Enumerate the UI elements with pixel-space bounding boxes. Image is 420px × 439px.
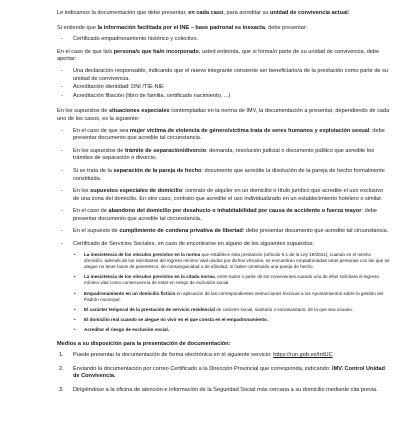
- item-text: Puede presentar la documentación de forma electrónica en el siguiente servicio:: [73, 352, 274, 359]
- no-incorporado-text: En el caso de que la/s: [57, 48, 114, 55]
- list-item: [69, 307, 390, 313]
- list-item-oficina: [57, 387, 390, 395]
- list-item: - Acreditación identidad: DNI /TIE-NIE: [57, 84, 390, 92]
- intro-paragraph: [57, 10, 390, 18]
- especiales-paragraph: [57, 108, 390, 123]
- item-text: En el caso de: [73, 208, 109, 215]
- item-bold: mujer víctima de violencia de género/víctima trata de seres humanos y explotación sexual: [129, 127, 370, 134]
- item-bold: supuestos especiales de domicilio: [90, 188, 183, 195]
- item-text: que establece esta prestación (artículo 6.1 de la Ley 19/2021), cuando en el mismo domicilio, además de los solicitantes del ingreso mínimo vital unidos por dichos vínculos, se encuentran empadronadas otras personas con las que se alegue no tener lazos de parentesco, de consanguinidad o de afinidad, ni haber constituido una pareja de hecho.: [84, 251, 390, 270]
- item-bold: El domicilio real cuando se alegue no vivir en el que consta en el empadronamiento.: [84, 317, 269, 323]
- item-bold: Empadronamiento en un domicilio ficticio: [84, 290, 176, 296]
- no-incorporado-list: [57, 68, 390, 100]
- list-item: [69, 317, 390, 323]
- list-item-pareja: [57, 168, 390, 183]
- list-item: [69, 252, 390, 271]
- no-incorporado-paragraph: [57, 49, 390, 64]
- item-number: 1.: [59, 352, 64, 359]
- item-text: : debe presentar documento que acredite tal circunstancia.: [73, 208, 378, 222]
- servicios-list: [69, 252, 390, 334]
- especiales-bold: situaciones especiales: [108, 108, 170, 115]
- item-number: 2.: [59, 365, 64, 372]
- item-text: En el caso de que sea: [73, 127, 130, 134]
- sede-link[interactable]: https://run.gob.es/trdUC: [273, 352, 333, 359]
- intro-text-2: , para acreditar su: [223, 10, 271, 16]
- list-item-desahucio: [57, 208, 390, 223]
- item-bold: Acreditar el riesgo de exclusión social.: [84, 327, 170, 333]
- list-item: [69, 327, 390, 333]
- item-bold: abandono del domicilio por desahucio o inhabitabilidad por causa de accidente o fuerza mayor: [108, 208, 362, 215]
- inexacta-text-2: , debe presentar:: [265, 24, 308, 31]
- list-item: - Una declaración responsable, indicando que el nuevo integrante consiente ser beneficiario/a de la prestación como parte de su unidad de convivencia.: [57, 68, 390, 83]
- inexacta-list: [57, 36, 390, 44]
- medios-list: [57, 352, 390, 394]
- item-bold: El carácter temporal de la prestación de servicio residencial: [84, 307, 215, 313]
- item-text: : documento que acredite la disolución de la pareja de hecho formalmente constituida.: [73, 167, 385, 182]
- no-incorporado-bold: persona/s que ha/n incorporado: [113, 48, 199, 55]
- list-item: - Certificado empadronamiento histórico y colectivo.: [57, 36, 390, 44]
- item-text: : debe presentar documento que acredite tal circunstancia.: [242, 228, 389, 235]
- item-bold: cumplimiento de condena privativa de libertad: [119, 228, 243, 235]
- especiales-text-2: contempladas en la norma de IMV, la documentación a presentar, dependiendo de cada uno de los casos, es la siguiente:: [57, 108, 390, 122]
- item-bold: La inexistencia de los vínculos previstos en la norma: [84, 251, 201, 257]
- item-text: En el supuesto de: [73, 228, 120, 235]
- medios-heading: [57, 341, 390, 349]
- item-text: : demanda, resolución judicial o documento público que acredite los trámites de separación o divorcio.: [73, 147, 374, 162]
- especiales-list: [57, 128, 390, 249]
- list-item-domicilio: [57, 188, 390, 203]
- item-bold: trámite de separación/divorcio: [124, 147, 207, 154]
- inexacta-bold: la información facilitada por el INE – base padronal es inexacta: [97, 24, 265, 31]
- item-text: en aplicación de las correspondientes instrucciones técnicas a los Ayuntamientos sobre la gestión del Padrón municipal.: [84, 290, 384, 302]
- intro-text: Le indicamos la documentación que debe presentar,: [57, 10, 189, 16]
- item-text: de carácter social, sanitario o sociosanitario, de la que sea usuario.: [214, 307, 354, 313]
- medios-heading-text: Medios a su disposición para la presentación de documentación:: [57, 340, 231, 347]
- item-bold: IMV. Control Unidad de Convivencia.: [73, 365, 385, 380]
- inexacta-text: Si entiende que: [57, 24, 98, 31]
- intro-bold-unit: unidad de convivencia actual:: [270, 10, 350, 16]
- item-bold: La inexistencia de los vínculos previstos en la citada norma: [84, 274, 215, 280]
- list-item: [69, 291, 390, 303]
- item-text: , entre todos o parte de los convivientes cuando uno de ellos solicitara el ingreso mínimo vital como consecuencia de estar en riesgo de exclusión social.: [84, 274, 379, 286]
- item-text: En los: [73, 188, 91, 195]
- list-item-violencia: [57, 128, 390, 143]
- list-item-condena: [57, 228, 390, 236]
- list-item: - Acreditación filiación (libro de familia, certificado nacimiento, ...): [57, 93, 390, 101]
- intro-bold-case: en cada caso: [188, 10, 224, 16]
- list-item-servicios-sociales: [57, 241, 390, 249]
- item-text: En los supuestos de: [73, 147, 125, 154]
- list-item-separacion: [57, 148, 390, 163]
- no-incorporado-text-2: , usted entienda, que si forma/n parte de su unidad de convivencia, debe aportar:: [57, 48, 380, 63]
- item-number: 3.: [59, 387, 64, 394]
- inexacta-paragraph: [57, 25, 390, 33]
- item-text: : contrato de alquiler en un domicilio o título jurídico que acredite el uso exclusivo de una zona del domicilio. En otro caso, contrato que acredite el uso individualizado en un establecimiento hotelero o similar.: [73, 188, 384, 202]
- item-text: : debe presentar documento que acredite tal circunstancia.: [73, 127, 385, 142]
- item-text: Dirigiéndose a la oficina de atención e información de la Seguridad Social más cercana a su domicilio mediante cita previa.: [73, 387, 378, 394]
- list-item: [69, 274, 390, 286]
- item-text: Si se trata de la: [73, 167, 114, 174]
- list-item-electronica: [57, 352, 390, 360]
- servicios-lead: Certificado de Servicios Sociales, en caso de encontrarse en alguno de los siguientes supuestos:: [73, 241, 314, 248]
- especiales-text: En los supuestos de: [57, 108, 109, 115]
- item-bold: separación de la pareja de hecho: [113, 167, 202, 174]
- item-text: Enviando la documentación por correo Certificado a la Dirección Provincial que corresponda, indicando:: [73, 365, 333, 372]
- list-item-correo: [57, 366, 390, 381]
